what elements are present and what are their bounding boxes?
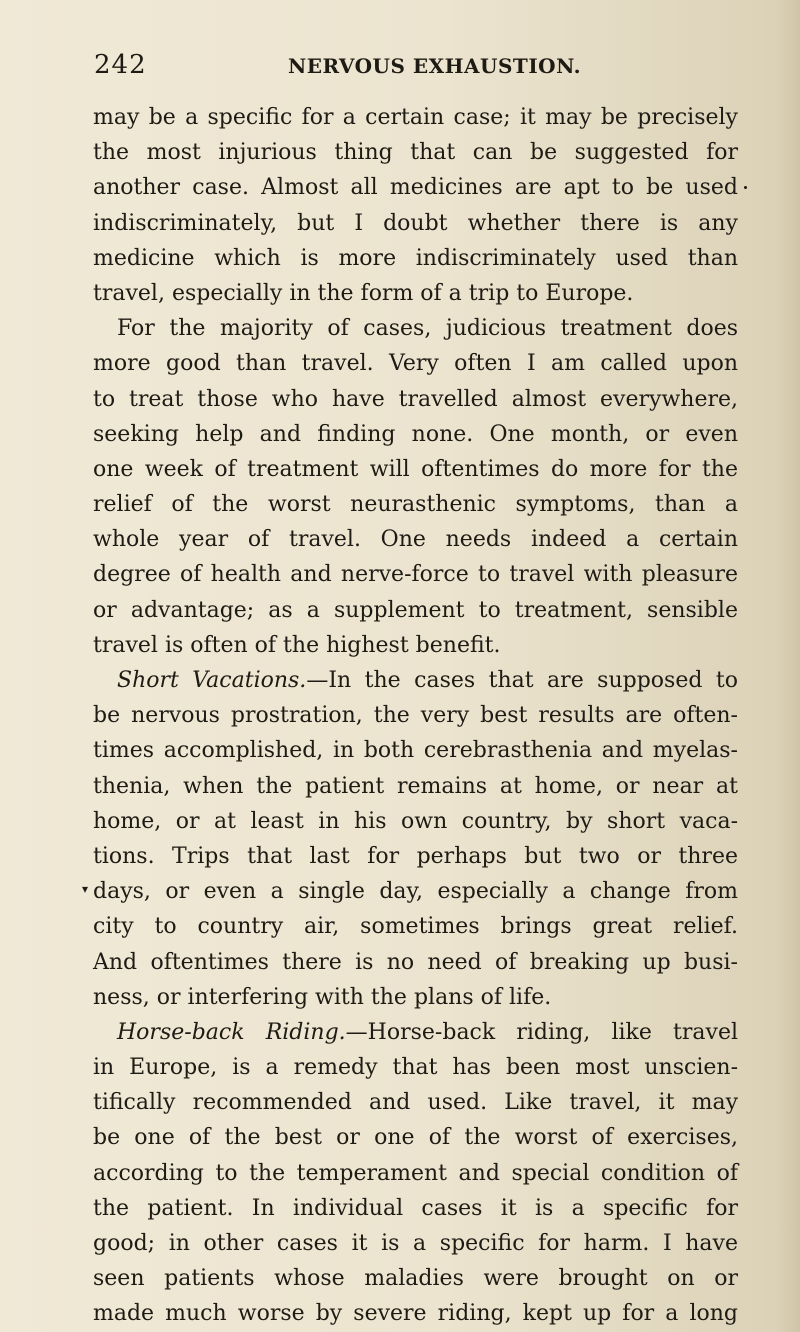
section-line — [93, 1015, 738, 1050]
text-line: For the majority of cases, judicious treatment does — [117, 316, 738, 342]
text-line: may be a specific for a certain case; it may be precisely — [93, 105, 738, 130]
text-run: —In the cases that are supposed to — [306, 668, 738, 693]
text-line: be nervous prostration, the very best results are often- — [93, 703, 738, 729]
text-line: whole year of travel. One needs indeed a certain — [93, 527, 738, 553]
text-line: city to country air, sometimes brings great relief. — [93, 914, 738, 940]
text-line: more good than travel. Very often I am called upon — [93, 351, 738, 377]
text-line: home, or at least in his own country, by short vaca- — [93, 808, 738, 834]
text-line: days, or even a single day, especially a change from — [93, 879, 738, 905]
text-line: in Europe, is a remedy that has been most unscien- — [93, 1055, 738, 1081]
text-line: medicine which is more indiscriminately used than — [93, 245, 738, 271]
text-line: made much worse by severe riding, kept up for a long — [93, 1301, 738, 1327]
text-line: ness, or interfering with the plans of life. — [93, 984, 552, 1010]
text-line: And oftentimes there is no need of breaking up busi- — [93, 949, 738, 975]
page-header — [94, 50, 734, 84]
section-heading-short-vacations: Short Vacations. — [117, 668, 307, 693]
section-line — [93, 663, 738, 698]
text-line: travel, especially in the form of a trip to Europe. — [93, 280, 634, 306]
text-line: degree of health and nerve-force to travel with pleasure — [93, 562, 738, 588]
text-line: seen patients whose maladies were brought on or — [93, 1266, 738, 1292]
text-line: according to the temperament and special condition of — [93, 1160, 738, 1186]
text-line: or advantage; as a supplement to treatment, sensible — [93, 597, 738, 623]
text-line: the most injurious thing that can be suggested for — [93, 140, 738, 166]
body-text — [93, 100, 738, 1332]
text-line: seeking help and finding none. One month, or even — [93, 421, 738, 447]
text-line: to treat those who have travelled almost everywhere, — [93, 386, 738, 412]
text-line: relief of the worst neurasthenic symptoms, than a — [93, 492, 738, 518]
ink-speck — [744, 186, 747, 189]
text-line: tions. Trips that last for perhaps but two or three — [93, 843, 738, 869]
text-line: times accomplished, in both cerebrasthenia and myelas- — [93, 738, 738, 764]
text-line: one week of treatment will oftentimes do more for the — [93, 456, 738, 482]
text-line: tifically recommended and used. Like travel, it may — [93, 1090, 738, 1116]
text-line: indiscriminately, but I doubt whether there is any — [93, 210, 738, 236]
running-head: NERVOUS EXHAUSTION. — [288, 54, 582, 78]
margin-mark: ▾ — [82, 882, 89, 896]
text-line: the patient. In individual cases it is a specific for — [93, 1195, 738, 1221]
text-line: be one of the best or one of the worst of exercises, — [93, 1125, 738, 1151]
page-number: 242 — [94, 50, 147, 80]
text-line: good; in other cases it is a specific for harm. I have — [93, 1231, 738, 1256]
section-heading-horse-back-riding: Horse-back Riding. — [117, 1019, 346, 1045]
text-line: travel is often of the highest benefit. — [93, 632, 501, 658]
text-run: —Horse-back riding, like travel — [345, 1019, 738, 1045]
text-line: another case. Almost all medicines are apt to be used — [93, 175, 738, 201]
text-line: thenia, when the patient remains at home, or near at — [93, 773, 738, 799]
